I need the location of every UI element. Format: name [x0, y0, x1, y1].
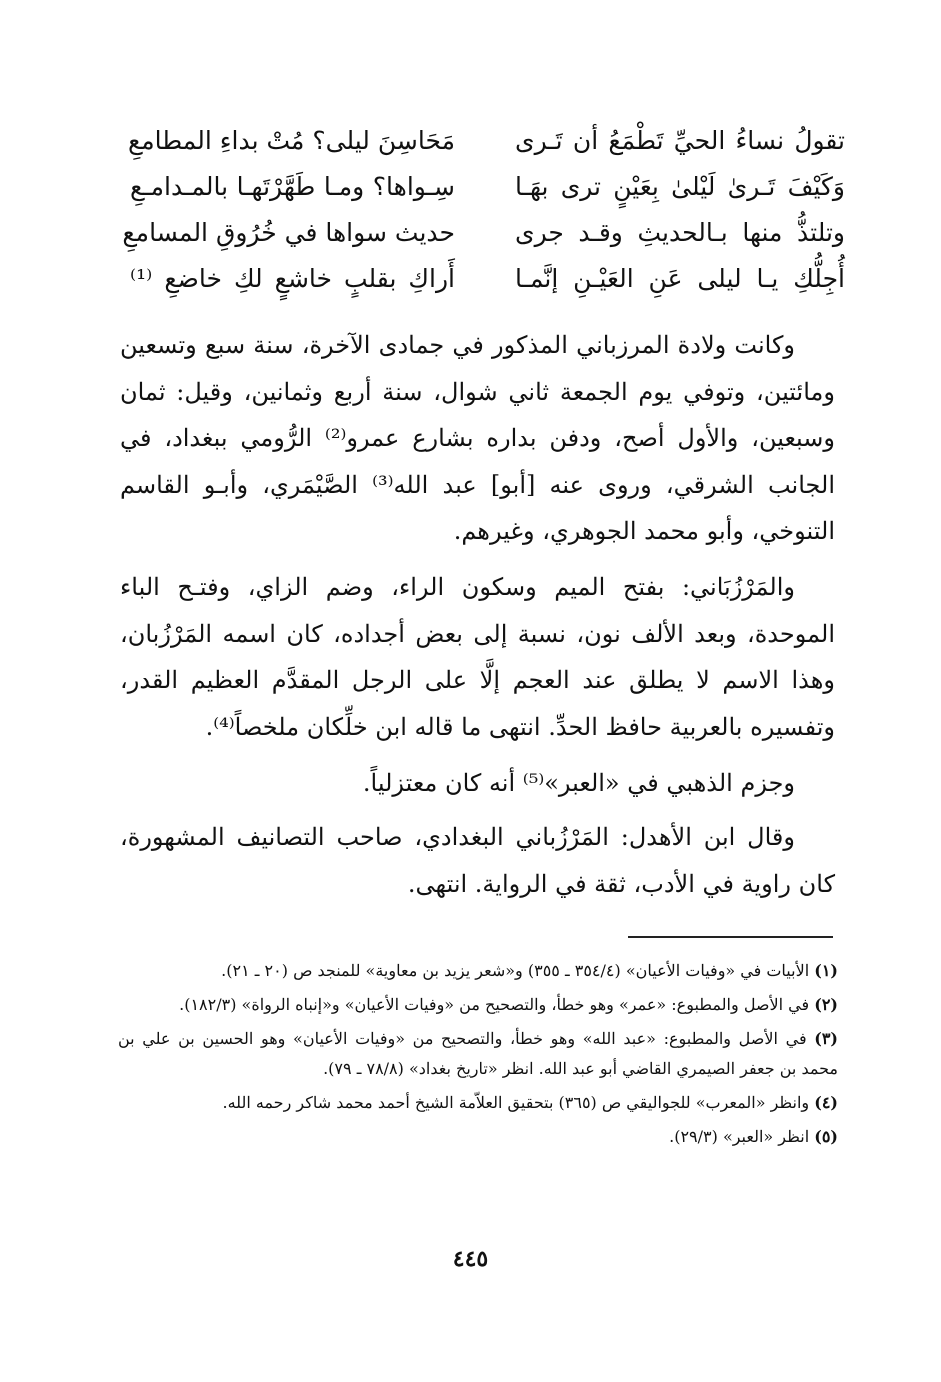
footnote-text: الأبيات في «وفيات الأعيان» (٣٥٤/٤ ـ ٣٥٥) و«شعر يزيد بن معاوية» للمنجد ص (٢٠ ـ ٢١).	[221, 961, 810, 980]
hemistich-first: تقولُ نساءُ الحيِّ تَطْمَعُ أن تَـرى	[515, 126, 845, 155]
paragraph-birth-death	[120, 322, 835, 555]
footnote-text: في الأصل والمطبوع: «عبد الله» وهو خطأ، والتصحيح من «وفيات الأعيان» وهو الحسين بن علي بن محمد بن جعفر الصيمري القاضي أبو عبد الله. انظر «تاريخ بغداد» (٧٨/٨ ـ ٧٩).	[118, 1029, 838, 1078]
footnote-number: (١)	[814, 961, 838, 980]
paragraph-text: والمَرْزُبَاني: بفتح الميم وسكون الراء، وضم الزاي، وفتـح الباء الموحدة، وبعد الألف نون، نسبة إلى بعض أجداده، كان اسمه المَرْزُبان، وهذا الاسم لا يطلق عند العجم إلَّا على الرجل المقدَّم العظيم القدر، وتفسيره بالعربية حافظ الحدِّ. انتهى ما قاله ابن خلِّكان ملخصاً⁽⁴⁾.	[120, 573, 835, 741]
verse-4	[110, 256, 845, 302]
hemistich-first: وتلتذُّ منها بـالحديثِ وقـد جرى	[515, 218, 845, 247]
footnote-number: (٣)	[814, 1029, 838, 1048]
hemistich-first: وَكَيْفَ تَـرىٰ لَيْلىٰ بِعَيْنٍ ترى بهَـا	[515, 172, 845, 201]
footnotes	[118, 956, 838, 1156]
paragraph-dhahabi	[120, 760, 835, 807]
hemistich-second: سِـواها؟ ومـا طَهَّرْتَهـا بالمـدامـعِ	[130, 172, 455, 201]
footnote-number: (٥)	[814, 1127, 838, 1146]
verse-3	[110, 210, 845, 256]
paragraph-text: وكانت ولادة المرزباني المذكور في جمادى الآخرة، سنة سبع وتسعين ومائتين، وتوفي يوم الجمعة ثاني شوال، سنة أربع وثمانين، وقيل: ثمان وسبعين، والأول أصح، ودفن بداره بشارع عمرو⁽²⁾ الرُّومي ببغداد، في الجانب الشرقي، وروى عنه [أبو] عبد الله⁽³⁾ الصَّيْمَري، وأبـو القاسم التنوخي، وأبو محمد الجوهري، وغيرهم.	[120, 331, 835, 545]
page-number: ٤٤٥	[452, 1246, 489, 1272]
paragraph-name-explanation	[120, 564, 835, 750]
footnote-text: في الأصل والمطبوع: «عمر» وهو خطأ، والتصحيح من «وفيات الأعيان» و«إنباه الرواة» (١٨٢/٣).	[179, 995, 810, 1014]
paragraph-text: وجزم الذهبي في «العبر»⁽⁵⁾ أنه كان معتزلياً.	[362, 769, 795, 797]
footnote-4	[118, 1088, 838, 1118]
hemistich-second: مَحَاسِنَ ليلى؟ مُتْ بداءِ المطامعِ	[127, 126, 455, 155]
footnote-1	[118, 956, 838, 986]
footnote-separator	[628, 936, 833, 938]
footnote-text: وانظر «المعرب» للجواليقي ص (٣٦٥) بتحقيق العلاّمة الشيخ أحمد محمد شاكر رحمه الله.	[222, 1093, 810, 1112]
paragraph-text: وقال ابن الأهدل: المَرْزُباني البغدادي، صاحب التصانيف المشهورة، كان راوية في الأدب، ثقة في الرواية. انتهى.	[120, 823, 835, 898]
footnote-3	[118, 1024, 838, 1084]
footnote-text: انظر «العبر» (٢٩/٣).	[669, 1127, 810, 1146]
hemistich-second: حديث سواها في خُرُوقِ المسامعِ	[122, 218, 455, 247]
footnote-5	[118, 1122, 838, 1152]
hemistich-first: أُجِلُّكِ يـا ليلى عَنِ العَيْـنِ إنَّمـا	[515, 264, 845, 293]
footnote-number: (٤)	[814, 1093, 838, 1112]
poem	[110, 118, 845, 302]
verse-1	[110, 118, 845, 164]
hemistich-second: أَراكِ بقلبٍ خاشعٍ لكِ خاضعِ ⁽¹⁾	[130, 264, 455, 293]
footnote-number: (٢)	[814, 995, 838, 1014]
footnote-2	[118, 990, 838, 1020]
paragraph-ahdal	[120, 814, 835, 907]
verse-2	[110, 164, 845, 210]
